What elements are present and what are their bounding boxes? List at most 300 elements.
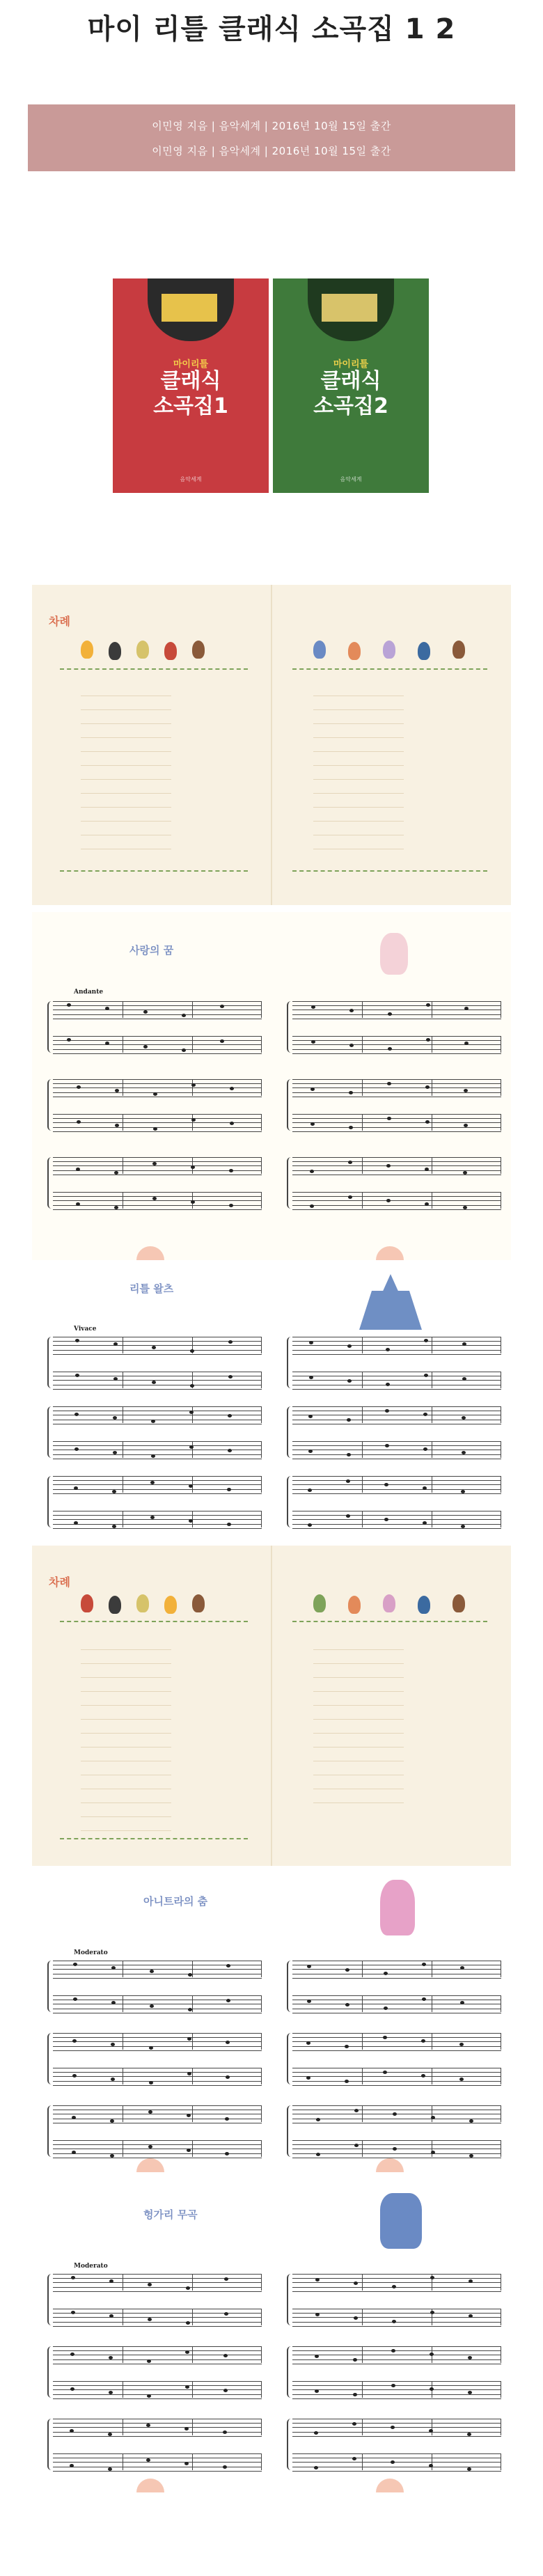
character-icon [192, 641, 205, 659]
note-head [74, 1413, 79, 1416]
note-head [150, 1516, 155, 1519]
toc-heading: 차례 [49, 1576, 70, 1589]
note-head [430, 2311, 434, 2314]
note-head [75, 1374, 79, 1377]
note-head [383, 2071, 387, 2074]
character-icon [109, 1596, 121, 1614]
note-head [354, 2144, 359, 2147]
note-head [230, 1087, 234, 1090]
toc-row [292, 724, 480, 738]
note-head [228, 1449, 232, 1452]
note-head [226, 1964, 230, 1968]
toc-row [60, 696, 248, 710]
note-head [349, 1044, 354, 1047]
note-head [311, 1005, 315, 1009]
note-head [391, 2349, 395, 2353]
note-head [347, 1344, 352, 1348]
music-system [53, 1157, 262, 1209]
note-head [188, 1973, 192, 1977]
note-head [425, 1120, 430, 1124]
note-head [306, 2041, 310, 2045]
character-icon [81, 641, 93, 659]
character-icon [313, 641, 326, 659]
violin-icon [452, 1594, 465, 1612]
barline [362, 2140, 363, 2157]
book-info-line: 이민영 지음 | 음악세계 | 2016년 10월 15일 출간 [152, 145, 391, 157]
barline [362, 1476, 363, 1493]
note-head [308, 1450, 313, 1453]
barline [192, 2105, 193, 2122]
note-head [425, 1168, 429, 1171]
barline [362, 2068, 363, 2084]
note-head [315, 2355, 319, 2358]
page-number-tab [376, 2158, 404, 2172]
note-head [425, 1202, 429, 1206]
tempo-marking: Andante [74, 989, 104, 996]
toc-spread-2 [32, 1546, 511, 1866]
toc-row [60, 752, 248, 766]
dancer-illustration [380, 1880, 415, 1935]
note-head [316, 2153, 320, 2156]
piano-keys-illustration [162, 294, 217, 322]
page-title: 마이 리틀 클래식 소곡집 1 2 [87, 13, 456, 45]
note-head [112, 1525, 116, 1528]
book-info-line: 이민영 지음 | 음악세계 | 2016년 10월 15일 출간 [152, 120, 391, 132]
note-head [461, 1525, 465, 1528]
toc-row [60, 1803, 248, 1817]
sheet-music-spread [32, 912, 511, 1260]
note-head [310, 1087, 315, 1091]
character-icon [192, 1594, 205, 1612]
note-head [354, 2282, 358, 2285]
note-head [384, 2006, 388, 2010]
note-head [77, 1085, 81, 1089]
barline [192, 1114, 193, 1131]
barline [362, 2309, 363, 2325]
note-head [469, 2314, 473, 2318]
harp-icon [136, 1594, 149, 1612]
barline [192, 2033, 193, 2050]
barline [362, 2346, 363, 2363]
barline [261, 1441, 262, 1458]
toc-row [292, 1664, 480, 1678]
note-head [152, 1346, 156, 1349]
garland-divider [60, 1621, 248, 1631]
barline [261, 1476, 262, 1493]
note-head [111, 1966, 116, 1970]
toc-row [60, 710, 248, 724]
note-head [464, 1007, 469, 1010]
toc-row [292, 1734, 480, 1748]
barline [192, 1441, 193, 1458]
note-head [76, 1168, 80, 1171]
note-head [152, 1381, 156, 1384]
note-head [308, 1489, 312, 1492]
note-head [146, 2458, 150, 2462]
note-head [228, 1340, 233, 1344]
barline [362, 2274, 363, 2291]
barline [192, 1961, 193, 1977]
barline [362, 1511, 363, 1527]
note-head [229, 1204, 233, 1207]
note-head [228, 1375, 233, 1379]
note-head [73, 1963, 77, 1966]
barline [261, 1079, 262, 1096]
note-head [105, 1007, 109, 1010]
garland-divider [292, 870, 487, 880]
note-head [230, 1122, 234, 1125]
note-head [459, 2078, 464, 2081]
book-name-line: 소곡집1 [153, 394, 228, 418]
music-system [53, 2105, 262, 2157]
note-head [346, 1514, 350, 1518]
note-head [191, 1083, 196, 1087]
note-head [67, 1003, 71, 1007]
barline [362, 1114, 363, 1131]
barline [261, 1961, 262, 1977]
note-head [310, 1122, 315, 1126]
note-head [309, 1376, 313, 1379]
note-head [424, 1374, 428, 1377]
note-head [421, 2074, 425, 2078]
music-system [53, 2419, 262, 2470]
barline [362, 1079, 363, 1096]
note-head [228, 1414, 232, 1417]
book-name-line: 클래식 [160, 369, 221, 393]
note-head [421, 2039, 425, 2043]
barline [261, 2453, 262, 2470]
barline [192, 2419, 193, 2435]
note-head [315, 2278, 320, 2282]
toc-row [60, 1775, 248, 1789]
note-head [462, 1377, 466, 1381]
note-head [429, 2464, 433, 2467]
toc-row [292, 1636, 480, 1650]
note-head [353, 2358, 357, 2362]
note-head [75, 1339, 79, 1342]
note-head [464, 1089, 468, 1092]
note-head [152, 1162, 157, 1165]
note-head [148, 2283, 152, 2286]
note-head [73, 1997, 77, 2001]
book-publisher: 음악세계 [340, 476, 362, 482]
note-head [147, 2394, 151, 2398]
note-head [70, 2464, 74, 2467]
barline [362, 2419, 363, 2435]
note-head [306, 2076, 310, 2080]
page-number-tab [376, 2479, 404, 2492]
note-head [108, 2433, 112, 2436]
note-head [74, 1521, 78, 1525]
character-icon [383, 1594, 395, 1612]
book-name-line: 소곡집2 [313, 394, 388, 418]
character-icon [383, 641, 395, 659]
toc-row [60, 1720, 248, 1734]
character-icon [418, 642, 430, 660]
note-head [191, 1200, 195, 1204]
toc-page-left [32, 585, 272, 905]
barline [261, 2140, 262, 2157]
note-head [113, 1377, 118, 1381]
note-head [150, 1970, 154, 1973]
note-head [77, 1120, 81, 1124]
note-head [220, 1005, 224, 1008]
barline [192, 2068, 193, 2084]
note-head [111, 2078, 115, 2081]
note-head [423, 1486, 427, 1490]
note-head [150, 1481, 155, 1484]
note-head [70, 2387, 74, 2391]
toc-row [60, 1817, 248, 1831]
music-system [53, 1079, 262, 1131]
note-head [391, 2384, 395, 2387]
toc-row [292, 752, 480, 766]
toc-row [292, 1748, 480, 1761]
character-icon [81, 1594, 93, 1612]
toc-row [292, 794, 480, 808]
music-system [292, 1961, 501, 2012]
toc-row [60, 1748, 248, 1761]
note-head [315, 2313, 320, 2316]
song-title: 헝가리 무곡 [143, 2208, 198, 2221]
page-number-tab [136, 2479, 164, 2492]
note-head [386, 1199, 391, 1202]
barline [261, 2346, 262, 2363]
book-info-banner [28, 104, 515, 171]
note-head [227, 1523, 231, 1526]
music-system [53, 1406, 262, 1458]
page-number-tab [136, 1246, 164, 1260]
toc-list [60, 1636, 248, 1831]
note-head [189, 1484, 193, 1488]
note-head [469, 2279, 473, 2283]
barline [362, 1441, 363, 1458]
note-head [226, 2041, 230, 2044]
note-head [349, 1126, 353, 1129]
note-head [391, 2460, 395, 2464]
toc-row [60, 1734, 248, 1748]
note-head [430, 2387, 434, 2391]
note-head [385, 1409, 389, 1413]
note-head [109, 2279, 113, 2283]
note-head [467, 2433, 471, 2436]
note-head [110, 2154, 114, 2158]
note-head [108, 2467, 112, 2471]
note-head [352, 2422, 356, 2426]
harp-icon [136, 641, 149, 659]
music-system [53, 2346, 262, 2398]
note-head [182, 1014, 186, 1017]
note-head [310, 1170, 314, 1173]
music-system [53, 1337, 262, 1388]
note-head [148, 2110, 152, 2114]
note-head [308, 1523, 312, 1527]
note-head [227, 1488, 231, 1491]
note-head [314, 2466, 318, 2469]
barline [261, 1114, 262, 1131]
note-head [347, 1453, 351, 1456]
barline [362, 1372, 363, 1388]
garland-divider [60, 668, 248, 678]
note-head [113, 1416, 117, 1420]
note-head [385, 1444, 389, 1447]
toc-row [60, 1650, 248, 1664]
barline [192, 1995, 193, 2012]
toc-row [60, 766, 248, 780]
toc-row [60, 1789, 248, 1803]
toc-row [60, 794, 248, 808]
book-covers [113, 278, 429, 493]
character-icon [164, 1596, 177, 1614]
note-head [393, 2147, 397, 2151]
note-head [146, 2424, 150, 2427]
note-head [383, 2036, 387, 2039]
note-head [190, 1384, 194, 1388]
barline [261, 1511, 262, 1527]
note-head [462, 1416, 466, 1420]
note-head [354, 2316, 358, 2320]
note-head [143, 1010, 148, 1014]
book-name-line: 클래식 [320, 369, 381, 393]
book-name [113, 369, 269, 419]
character-illustration [380, 2193, 422, 2249]
note-head [225, 2117, 229, 2121]
barline [261, 2274, 262, 2291]
note-head [187, 2072, 191, 2075]
note-head [67, 1038, 71, 1042]
note-head [111, 2043, 115, 2046]
barline [261, 2033, 262, 2050]
note-head [113, 1451, 117, 1454]
music-system [292, 1157, 501, 1209]
garland-divider [60, 870, 248, 880]
barline [261, 1406, 262, 1423]
note-head [386, 1383, 390, 1386]
note-head [149, 2046, 153, 2050]
castle-illustration [359, 1274, 422, 1330]
barline [362, 1001, 363, 1018]
barline [261, 1192, 262, 1209]
tempo-marking: Moderato [74, 2263, 108, 2270]
note-head [153, 1092, 157, 1096]
barline [362, 2033, 363, 2050]
note-head [346, 1479, 350, 1483]
note-head [463, 1206, 467, 1209]
note-head [310, 1204, 314, 1208]
toc-row [292, 780, 480, 794]
note-head [74, 1447, 79, 1451]
toc-list [292, 682, 480, 849]
barline [261, 2309, 262, 2325]
music-system [292, 1337, 501, 1388]
note-head [425, 1085, 430, 1089]
toc-row [60, 1761, 248, 1775]
barline [261, 1036, 262, 1053]
barline [362, 2381, 363, 2398]
toc-page-right [272, 585, 511, 905]
note-head [71, 2311, 75, 2314]
note-head [430, 2353, 434, 2356]
note-head [70, 2353, 74, 2356]
note-head [191, 1118, 196, 1122]
note-head [190, 1349, 194, 1353]
sheet-music-spread [32, 1267, 511, 1546]
tempo-marking: Vivace [74, 1326, 97, 1333]
note-head [76, 1202, 80, 1206]
character-icon [109, 642, 121, 660]
note-head [70, 2429, 74, 2433]
barline [261, 2105, 262, 2122]
note-head [460, 2001, 464, 2004]
music-system [292, 1079, 501, 1131]
toc-row [60, 1636, 248, 1650]
music-system [53, 1001, 262, 1053]
note-head [464, 1124, 468, 1127]
toc-row [292, 1678, 480, 1692]
note-head [463, 1171, 467, 1175]
note-head [348, 1161, 352, 1164]
note-head [148, 2318, 152, 2321]
note-head [426, 1038, 430, 1042]
sheet-music-spread [32, 2193, 511, 2492]
barline [261, 1995, 262, 2012]
note-head [393, 2112, 397, 2116]
toc-row [60, 835, 248, 849]
note-head [185, 2385, 189, 2389]
toc-row [292, 1720, 480, 1734]
character-icon [164, 642, 177, 660]
toc-row [292, 1761, 480, 1775]
note-head [348, 1195, 352, 1199]
note-head [224, 2277, 228, 2281]
note-head [72, 2151, 76, 2154]
note-head [143, 1045, 148, 1049]
note-head [184, 2427, 189, 2430]
note-head [384, 1518, 388, 1521]
note-head [71, 2276, 75, 2279]
note-head [109, 2314, 113, 2318]
note-head [391, 2426, 395, 2429]
note-head [387, 1082, 391, 1085]
note-head [114, 1206, 118, 1209]
note-head [147, 2359, 151, 2363]
barline [362, 1192, 363, 1209]
barline [192, 2453, 193, 2470]
toc-row [60, 822, 248, 835]
note-head [468, 2391, 472, 2394]
note-head [311, 1040, 315, 1044]
note-head [151, 1454, 155, 1458]
toc-row [60, 682, 248, 696]
note-head [388, 1012, 392, 1016]
note-head [186, 2321, 190, 2325]
note-head [307, 2000, 311, 2003]
character-icon [418, 1596, 430, 1614]
note-head [153, 1127, 157, 1131]
toc-row [292, 835, 480, 849]
barline [362, 2105, 363, 2122]
note-head [149, 2081, 153, 2084]
note-head [226, 2075, 230, 2079]
note-head [184, 2462, 189, 2465]
barline [261, 2068, 262, 2084]
character-icon [313, 1594, 326, 1612]
note-head [315, 2389, 319, 2393]
music-system [292, 2105, 501, 2157]
note-head [426, 1003, 430, 1007]
music-system [292, 1476, 501, 1527]
note-head [386, 1348, 390, 1351]
